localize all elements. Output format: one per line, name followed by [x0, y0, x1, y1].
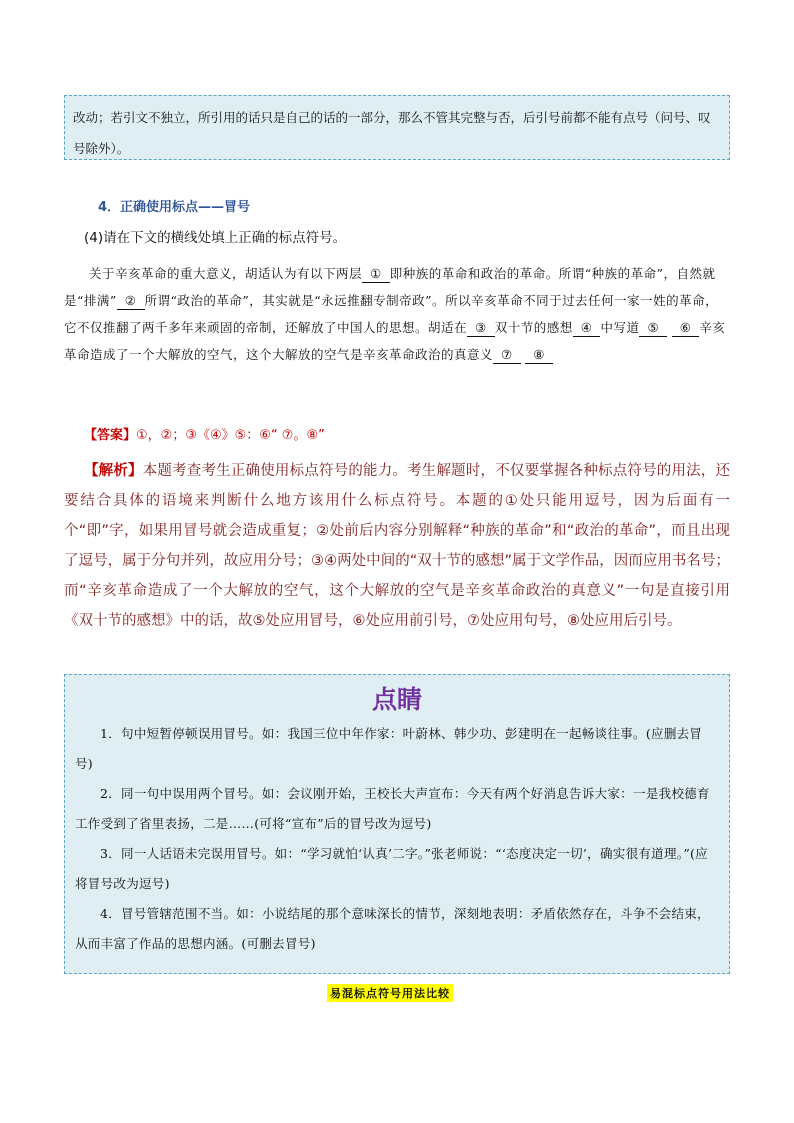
passage-text: 即种族的革命和政治的革命。所谓“种族的革命”，自然就是“排满”	[64, 266, 716, 308]
blank-6[interactable]: ⑥	[672, 320, 700, 337]
tips-box	[64, 674, 730, 974]
blank-1[interactable]: ①	[362, 266, 390, 283]
blank-7[interactable]: ⑦	[493, 347, 521, 364]
blank-8[interactable]: ⑧	[525, 347, 553, 364]
continuation-note-box	[64, 95, 730, 160]
answer-tag: 【答案】	[84, 428, 137, 443]
continuation-note-text: 改动；若引文不独立，所引用的话只是自己的话的一部分，那么不管其完整与否，后引号前都不能有点号（问号、叹号除外）。	[73, 110, 711, 156]
exercise-passage	[64, 260, 730, 368]
section-label-highlight: 易混标点符号用法比较	[327, 984, 453, 1002]
blank-5[interactable]: ⑤	[639, 320, 667, 337]
blank-3[interactable]: ③	[467, 320, 495, 337]
analysis-block	[64, 456, 730, 636]
passage-text: 双十节的感想	[494, 320, 573, 335]
tip-item: 1．句中短暂停顿误用冒号。如：我国三位中年作家：叶蔚林、韩少功、彭建明在一起畅谈往事。(应删去冒号)	[75, 726, 703, 771]
analysis-text: 本题考查考生正确使用标点符号的能力。考生解题时，不仅要掌握各种标点符号的用法，还要结合具体的语境来判断什么地方该用什么标点符号。本题的①处只能用逗号，因为后面有一个“即”字，如果用冒号就会造成重复；②处前后内容分别解释“种族的革命”和“政治的革命”，而且出现了逗号，属于分句并列，故应用分号；③④两处中间的“双十节的感想”属于文学作品，因而应用书名号；而“辛亥革命造成了一个大解放的空气，这个大解放的空气是辛亥革命政治的真意义”一句是直接引用《双十节的感想》中的话，故⑤处应用冒号，⑥处应用前引号，⑦处应用句号，⑧处应用后引号。	[64, 463, 731, 629]
passage-text: 中写道	[600, 320, 640, 335]
analysis-tag: 【解析】	[84, 463, 143, 479]
answer-text: ①，②；③《④》⑤：⑥“ ⑦。⑧”	[136, 428, 325, 443]
question-prompt: (4)请在下文的横线处填上正确的标点符号。	[84, 230, 347, 246]
blank-4[interactable]: ④	[573, 320, 601, 337]
blank-2[interactable]: ②	[117, 293, 145, 310]
passage-text: 辛亥革命造成了一个大解放的空气，这个大解放的空气是辛亥革命政治的真意义	[64, 320, 726, 362]
passage-text: 关于辛亥革命的重大意义，胡适认为有以下两层	[89, 266, 363, 281]
tip-item: 3．同一人话语未完误用冒号。如：“学习就怕‘认真’二字。”张老师说：“‘态度决定一切’，确实很有道理。”(应将冒号改为逗号)	[75, 846, 708, 891]
tip-item: 4．冒号管辖范围不当。如：小说结尾的那个意味深长的情节，深刻地表明：矛盾依然存在，斗争不会结束，从而丰富了作品的思想内涵。(可删去冒号)	[75, 906, 710, 951]
section-heading: 4．正确使用标点——冒号	[98, 200, 251, 215]
tip-item: 2．同一句中误用两个冒号。如：会议刚开始，王校长大声宣布：今天有两个好消息告诉大家：一是我校德育工作受到了省里表扬，二是……(可将“宣布”后的冒号改为逗号)	[75, 786, 710, 831]
answer-line	[84, 424, 325, 443]
tips-title: 点睛	[371, 685, 422, 714]
passage-text: 所谓“政治的革命”，其实就是“永远推翻专制帝政”。所以辛亥革命不同于过去任何一家一姓的革命，它不仅推翻了两千多年来顽固的帝制，还解放了中国人的思想。胡适在	[64, 293, 719, 335]
